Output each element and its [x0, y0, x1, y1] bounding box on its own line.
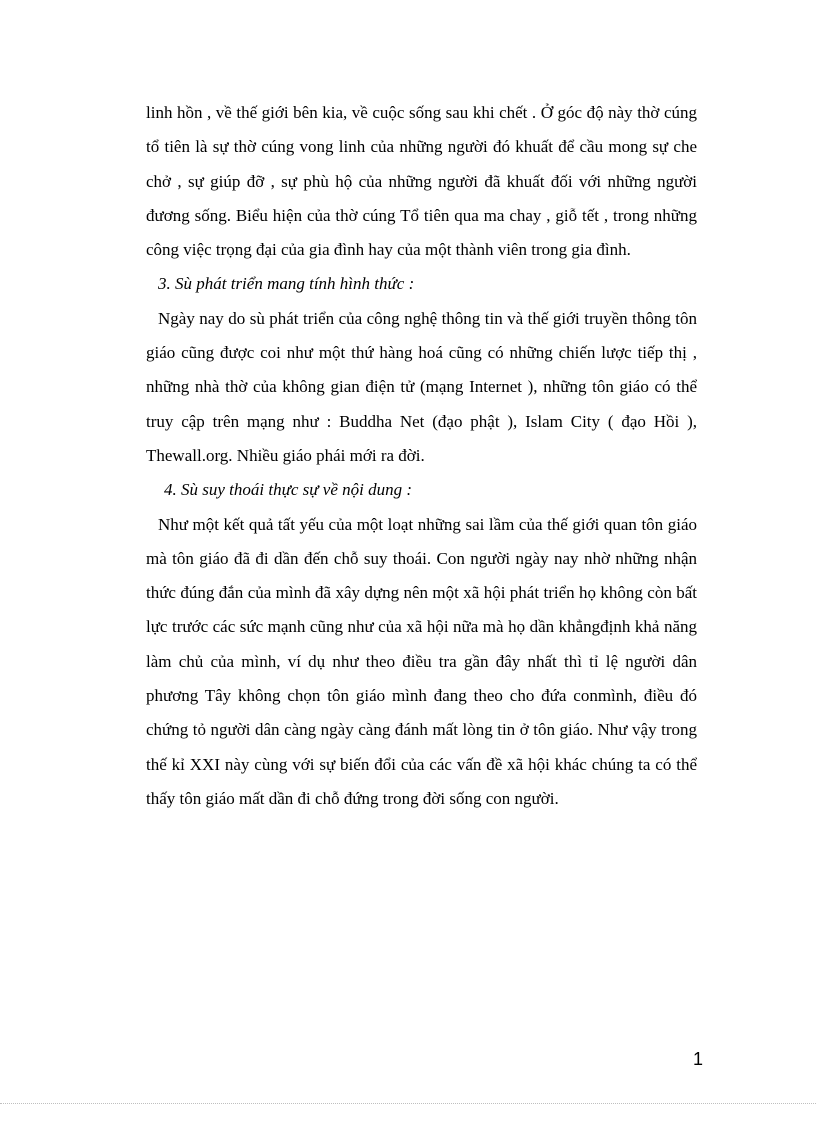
page-number: 1 — [693, 1049, 704, 1069]
paragraph-content-decline: Như một kết quả tất yếu của một loạt những sai lầm của thế giới quan tôn giáo mà tôn giáo đã đi dần đến chỗ suy thoái. Con người ngày nay nhờ những nhận thức đúng đắn của mình đã xây dựng nên một xã hội phát triển họ không còn bất lực trước các sức mạnh cũng như của xã hội nữa mà họ dần khẳngđịnh khả năng làm chủ của mình, ví dụ như theo điều tra gần đây nhất thì tỉ lệ người dân phương Tây không chọn tôn giáo mình đang theo cho đứa conmình, điều đó chứng tỏ người dân càng ngày càng đánh mất lòng tin ở tôn giáo. Như vậy trong thế kỉ XXI này cùng với sự biến đổi của các vấn đề xã hội khác chúng ta có thể thấy tôn giáo mất dần đi chỗ đứng trong đời sống con người. — [146, 514, 697, 808]
paragraph-ancestor-worship: linh hồn , về thế giới bên kia, về cuộc sống sau khi chết . Ở góc độ này thờ cúng tổ tiên là sự thờ cúng vong linh của những người đó khuất để cầu mong sự che chở , sự giúp đỡ , sự phù hộ của những người đã khuất đối với những người đương sống. Biểu hiện của thờ cúng Tổ tiên qua ma chay , giỗ tết , trong những công việc trọng đại của gia đình hay của một thành viên trong gia đình. — [146, 103, 697, 260]
footer-divider — [0, 1103, 816, 1104]
section-heading-4: 4. Sù suy thoái thực sự về nội dung : — [164, 480, 413, 500]
document-body — [146, 96, 697, 816]
section-heading-3: 3. Sù phát triển mang tính hình thức : — [158, 274, 415, 294]
paragraph-formal-development: Ngày nay do sù phát triển của công nghệ thông tin và thế giới truyền thông tôn giáo cũng được coi như một thứ hàng hoá cũng có những chiến lược tiếp thị , những nhà thờ của không gian điện tử (mạng Internet ), những tôn giáo có thể truy cập trên mạng như : Buddha Net (đạo phật ), Islam City ( đạo Hồi ), Thewall.org. Nhiều giáo phái mới ra đời. — [146, 308, 697, 465]
